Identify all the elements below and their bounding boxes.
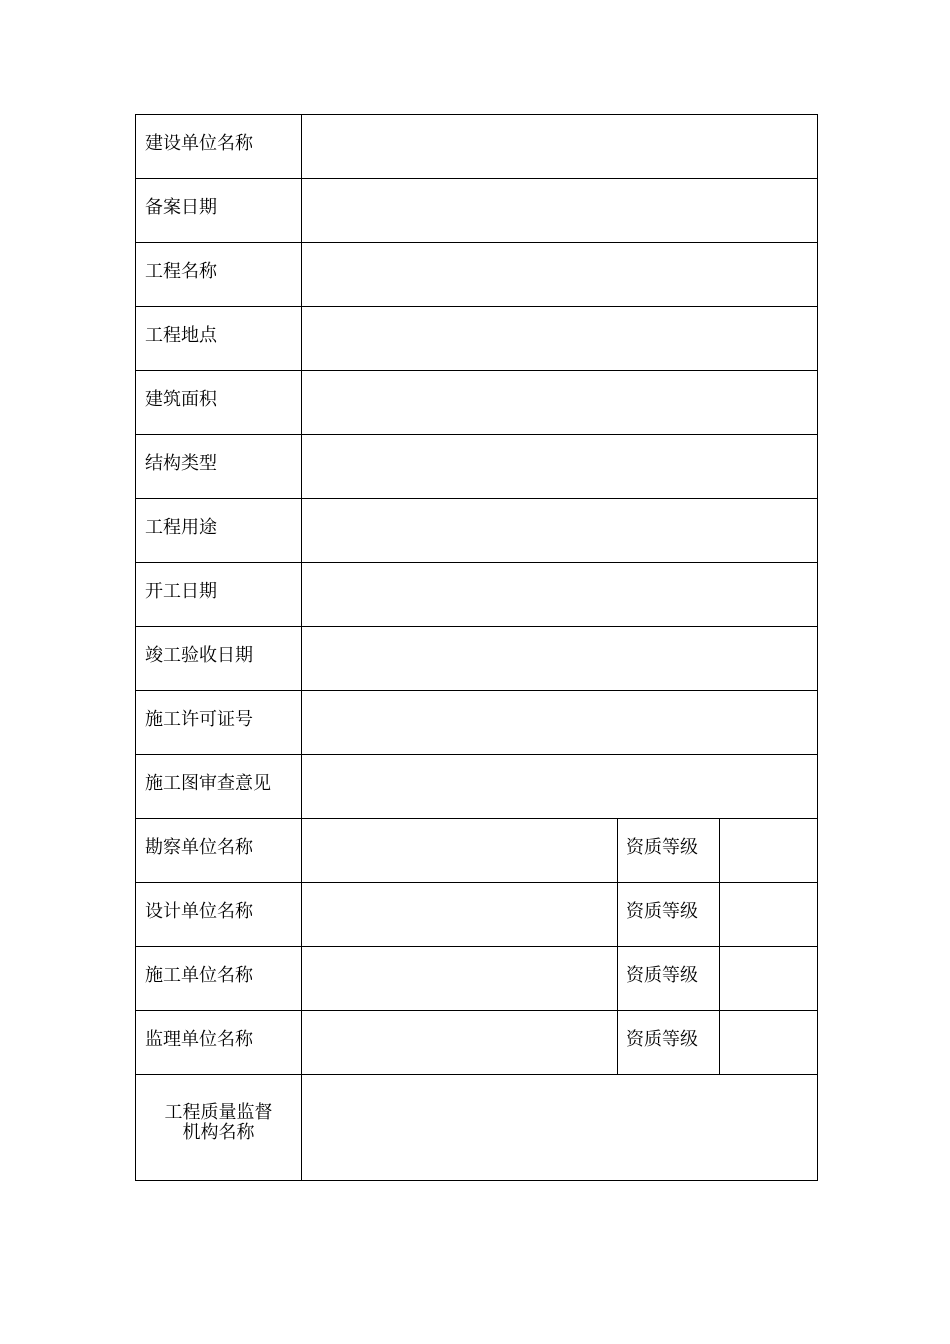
form-row-quality-supervision (136, 1075, 818, 1181)
field-label: 施工许可证号 (136, 691, 302, 755)
field-label: 工程地点 (136, 307, 302, 371)
supervision-label-line2: 机构名称 (182, 1122, 255, 1143)
field-label: 勘察单位名称 (136, 819, 302, 883)
completion-date-value-field[interactable] (302, 627, 818, 691)
field-label: 建设单位名称 (136, 115, 302, 179)
form-row-permit-number (136, 691, 818, 755)
building-area-value-field[interactable] (302, 371, 818, 435)
filing-form-table (135, 114, 818, 1181)
design-qualification-field[interactable] (720, 883, 818, 947)
field-label: 工程名称 (136, 243, 302, 307)
field-label: 建筑面积 (136, 371, 302, 435)
field-label: 监理单位名称 (136, 1011, 302, 1075)
qualification-label: 资质等级 (618, 819, 720, 883)
drawing-review-value-field[interactable] (302, 755, 818, 819)
project-use-value-field[interactable] (302, 499, 818, 563)
form-row-project-location (136, 307, 818, 371)
supervisor-qualification-field[interactable] (720, 1011, 818, 1075)
form-row-drawing-review (136, 755, 818, 819)
contractor-qualification-field[interactable] (720, 947, 818, 1011)
form-row-design-unit (136, 883, 818, 947)
start-date-value-field[interactable] (302, 563, 818, 627)
form-row-construction-unit (136, 115, 818, 179)
survey-qualification-field[interactable] (720, 819, 818, 883)
qualification-label: 资质等级 (618, 883, 720, 947)
form-row-start-date (136, 563, 818, 627)
construction-unit-value-field[interactable] (302, 115, 818, 179)
form-row-building-area (136, 371, 818, 435)
survey-unit-value-field[interactable] (302, 819, 618, 883)
supervision-label-line1: 工程质量监督 (164, 1102, 273, 1123)
structure-type-value-field[interactable] (302, 435, 818, 499)
field-label: 开工日期 (136, 563, 302, 627)
form-row-completion-date (136, 627, 818, 691)
form-row-filing-date (136, 179, 818, 243)
form-row-supervisor-unit (136, 1011, 818, 1075)
contractor-unit-value-field[interactable] (302, 947, 618, 1011)
form-row-project-name (136, 243, 818, 307)
form-row-contractor-unit (136, 947, 818, 1011)
project-location-value-field[interactable] (302, 307, 818, 371)
form-row-survey-unit (136, 819, 818, 883)
form-row-project-use (136, 499, 818, 563)
field-label: 竣工验收日期 (136, 627, 302, 691)
supervisor-unit-value-field[interactable] (302, 1011, 618, 1075)
filing-date-value-field[interactable] (302, 179, 818, 243)
field-label: 备案日期 (136, 179, 302, 243)
field-label (136, 1075, 302, 1181)
qualification-label: 资质等级 (618, 1011, 720, 1075)
qualification-label: 资质等级 (618, 947, 720, 1011)
project-name-value-field[interactable] (302, 243, 818, 307)
permit-number-value-field[interactable] (302, 691, 818, 755)
design-unit-value-field[interactable] (302, 883, 618, 947)
field-label: 结构类型 (136, 435, 302, 499)
field-label: 设计单位名称 (136, 883, 302, 947)
form-row-structure-type (136, 435, 818, 499)
field-label: 施工图审查意见 (136, 755, 302, 819)
field-label: 施工单位名称 (136, 947, 302, 1011)
field-label: 工程用途 (136, 499, 302, 563)
supervision-agency-value-field[interactable] (302, 1075, 818, 1181)
